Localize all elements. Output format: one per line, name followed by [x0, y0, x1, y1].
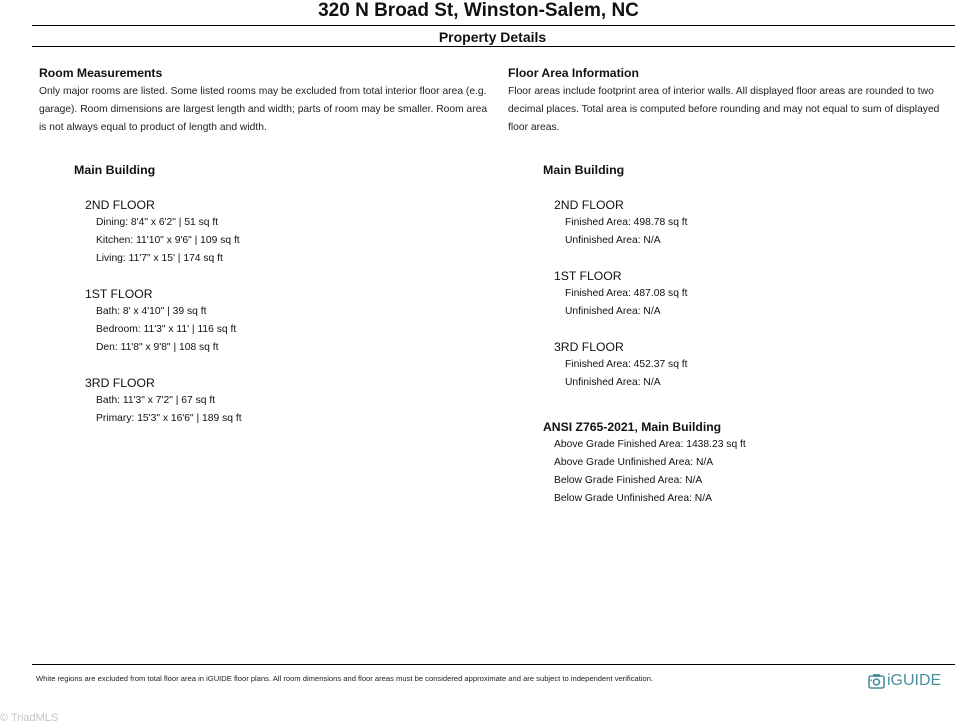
page-title: 320 N Broad St, Winston-Salem, NC — [318, 0, 639, 21]
floor-area-heading: Floor Area Information — [508, 66, 639, 80]
room-measurements-heading: Room Measurements — [39, 66, 163, 80]
rooms-building-name: Main Building — [74, 163, 156, 177]
rooms-floor-2nd — [39, 196, 489, 268]
room-item: Bedroom: 11'3" x 11' | 116 sq ft — [96, 324, 237, 335]
floor-name: 2ND FLOOR — [85, 198, 155, 212]
ansi-heading: ANSI Z765-2021, Main Building — [543, 420, 722, 434]
title-divider — [32, 25, 955, 26]
room-item: Dining: 8'4" x 6'2" | 51 sq ft — [96, 217, 219, 228]
floor-name: 2ND FLOOR — [554, 198, 624, 212]
area-item: Finished Area: 498.78 sq ft — [565, 217, 688, 228]
rooms-floor-3rd — [39, 374, 489, 428]
floor-area-note: Floor areas include footprint area of interior walls. All displayed floor areas are rounded to two decimal places. Total area is computed before rounding and may not equal to sum of displayed floor areas. — [508, 86, 940, 133]
floor-area-section — [508, 65, 957, 508]
ansi-item: Below Grade Unfinished Area: N/A — [554, 493, 712, 504]
footer-disclaimer: White regions are excluded from total floor area in iGUIDE floor plans. All room dimensions and floor areas must be considered approximate and are subject to independent verification. — [36, 674, 654, 683]
area-floor-3rd — [508, 338, 957, 392]
footer-divider — [32, 664, 955, 665]
rooms-floor-1st — [39, 285, 489, 357]
floor-name: 3RD FLOOR — [554, 340, 624, 354]
room-item: Living: 11'7" x 15' | 174 sq ft — [96, 253, 223, 264]
room-item: Bath: 8' x 4'10" | 39 sq ft — [96, 306, 207, 317]
area-building-name: Main Building — [543, 163, 625, 177]
floor-name: 1ST FLOOR — [85, 287, 153, 301]
room-item: Bath: 11'3" x 7'2" | 67 sq ft — [96, 395, 216, 406]
area-floor-2nd — [508, 196, 957, 250]
area-item: Unfinished Area: N/A — [565, 306, 661, 317]
area-item: Finished Area: 452.37 sq ft — [565, 359, 688, 370]
ansi-item: Above Grade Finished Area: 1438.23 sq ft — [554, 439, 746, 450]
area-item: Unfinished Area: N/A — [565, 235, 661, 246]
room-measurements-note: Only major rooms are listed. Some listed rooms may be excluded from total interior floor area (e.g. garage). Room dimensions are largest length and width; parts of room may be smaller. Room area is not always equal to product of length and width. — [39, 86, 488, 133]
mls-watermark: © TriadMLS — [0, 712, 59, 724]
room-item: Den: 11'8" x 9'8" | 108 sq ft — [96, 342, 219, 353]
iguide-logo — [868, 670, 941, 692]
area-floor-1st — [508, 267, 957, 321]
room-item: Kitchen: 11'10" x 9'6" | 109 sq ft — [96, 235, 240, 246]
area-building-group — [508, 161, 957, 392]
page-subtitle: Property Details — [438, 29, 547, 45]
room-measurements-section — [39, 65, 489, 428]
floor-name: 3RD FLOOR — [85, 376, 155, 390]
ansi-item: Above Grade Unfinished Area: N/A — [554, 457, 714, 468]
ansi-group — [508, 418, 957, 508]
iguide-logo-text: iGUIDE — [887, 672, 942, 689]
subtitle-divider — [32, 46, 955, 47]
room-item: Primary: 15'3" x 16'6" | 189 sq ft — [96, 413, 242, 424]
ansi-item: Below Grade Finished Area: N/A — [554, 475, 703, 486]
area-item: Finished Area: 487.08 sq ft — [565, 288, 688, 299]
area-item: Unfinished Area: N/A — [565, 377, 661, 388]
floor-name: 1ST FLOOR — [554, 269, 622, 283]
iguide-camera-icon — [868, 673, 885, 690]
rooms-building-group — [39, 161, 489, 428]
